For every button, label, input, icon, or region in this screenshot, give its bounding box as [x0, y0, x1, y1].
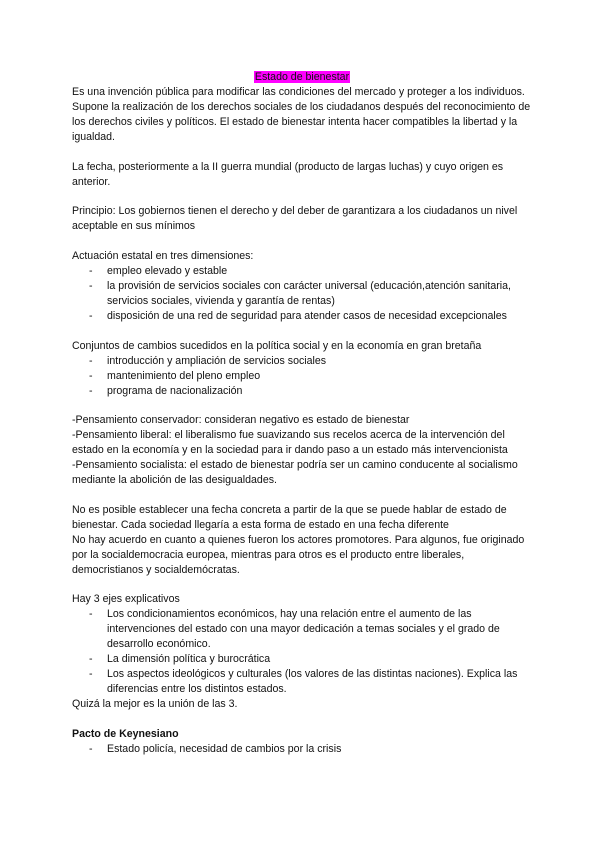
intro-paragraph: Es una invención pública para modificar las condiciones del mercado y proteger a los individuos. Supone la realización de los derechos sociales de los ciudadanos después del reconocimiento de los derechos civiles y políticos. El estado de bienestar intenta hacer compatibles la libertad y la igualdad.: [72, 86, 531, 143]
list-item: - la provisión de servicios sociales con carácter universal (educación,atención sanitaria, servicios sociales, vivienda y garantía de rentas): [72, 279, 532, 309]
pacto-heading: Pacto de Keynesiano: [72, 727, 179, 740]
list-item: - Los condicionamientos económicos, hay una relación entre el aumento de las intervenciones del estado con una mayor dedicación a temas sociales y el grado de desarrollo económico.: [72, 607, 532, 652]
list-item: - empleo elevado y estable: [72, 264, 532, 279]
actuacion-heading: Actuación estatal en tres dimensiones:: [72, 250, 254, 263]
list-item: - mantenimiento del pleno empleo: [72, 369, 532, 384]
actuacion-list: [72, 264, 532, 324]
no-acuerdo-paragraph: No hay acuerdo en cuanto a quienes fueron los actores promotores. Para algunos, fue originado por la socialdemocracia europea, mientras para otros es el producto entre liberales, democristianos y socialdemócratas.: [72, 533, 525, 576]
principio-paragraph: Principio: Los gobiernos tienen el derecho y del deber de garantizara a los ciudadanos un nivel aceptable en sus mínimos: [72, 205, 518, 233]
list-item: - La dimensión política y burocrática: [72, 652, 532, 667]
ejes-conclusion: Quizá la mejor es la unión de las 3.: [72, 697, 238, 710]
list-item: - introducción y ampliación de servicios sociales: [72, 354, 532, 369]
pensamiento-socialista: -Pensamiento socialista: el estado de bienestar podría ser un camino conducente al socialismo mediante la abolición de las desigualdades.: [72, 459, 518, 487]
pacto-list: [72, 742, 532, 757]
conjuntos-heading: Conjuntos de cambios sucedidos en la política social y en la economía en gran bretaña: [72, 339, 482, 352]
pensamiento-conservador: -Pensamiento conservador: consideran negativo es estado de bienestar: [72, 414, 410, 427]
pensamiento-liberal: -Pensamiento liberal: el liberalismo fue suavizando sus recelos acerca de la intervención del estado en la economía y en la sociedad para ir dando paso a un estado más intervencionista: [72, 429, 508, 457]
list-item: - programa de nacionalización: [72, 384, 532, 399]
document-page: [72, 70, 532, 757]
no-fecha-paragraph: No es posible establecer una fecha concreta a partir de la que se puede hablar de estado de bienestar. Cada sociedad llegaría a esta forma de estado en una fecha diferente: [72, 503, 507, 531]
conjuntos-list: [72, 354, 532, 399]
ejes-heading: Hay 3 ejes explicativos: [72, 593, 180, 606]
document-title: Estado de bienestar: [254, 71, 350, 83]
title-row: [72, 70, 532, 85]
list-item: - Los aspectos ideológicos y culturales (los valores de las distintas naciones). Explica las diferencias entre los distintos estados.: [72, 667, 532, 697]
list-item: - disposición de una red de seguridad para atender casos de necesidad excepcionales: [72, 309, 532, 324]
fecha-paragraph: La fecha, posteriormente a la II guerra mundial (producto de largas luchas) y cuyo origen es anterior.: [72, 160, 504, 188]
ejes-list: [72, 607, 532, 696]
list-item: - Estado policía, necesidad de cambios por la crisis: [72, 742, 532, 757]
